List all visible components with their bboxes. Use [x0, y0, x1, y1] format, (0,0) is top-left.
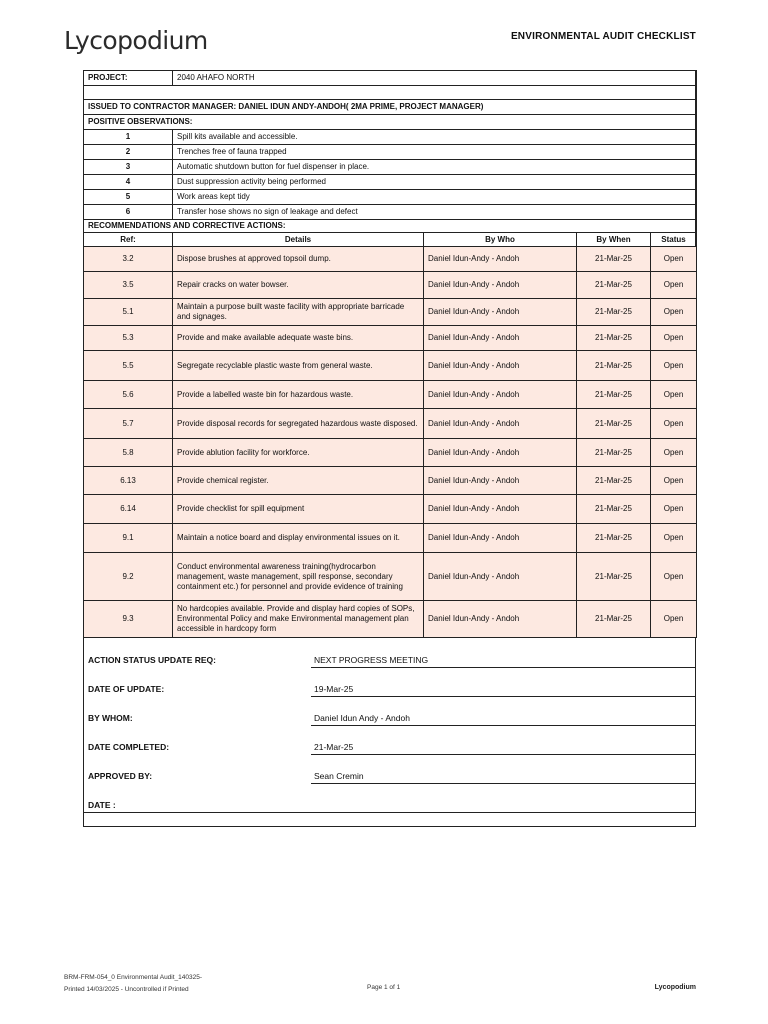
action-status: Open	[651, 381, 697, 409]
action-by-who: Daniel Idun-Andy - Andoh	[424, 381, 577, 409]
action-ref: 3.2	[84, 247, 173, 272]
status-update-row	[83, 669, 696, 698]
action-details: Provide ablution facility for workforce.	[173, 439, 424, 467]
action-ref: 6.13	[84, 467, 173, 495]
status-update-underline	[311, 667, 696, 668]
action-by-when: 21-Mar-25	[577, 299, 651, 326]
status-update-value: Sean Cremin	[314, 771, 364, 781]
action-row	[84, 409, 697, 439]
positive-observation-row	[84, 145, 697, 160]
actions-header-row	[84, 233, 697, 247]
action-by-who: Daniel Idun-Andy - Andoh	[424, 326, 577, 351]
observation-number: 2	[84, 145, 173, 160]
footer-printed: Printed 14/03/2025 - Uncontrolled if Printed	[64, 986, 189, 993]
action-details: Conduct environmental awareness training(hydrocarbon management, waste management, spill response, secondary containment etc.) for personnel and provide evidence of training	[173, 553, 424, 601]
footer-page-number: Page 1 of 1	[367, 984, 401, 991]
action-status: Open	[651, 247, 697, 272]
action-status: Open	[651, 524, 697, 553]
action-status: Open	[651, 439, 697, 467]
action-details: Dispose brushes at approved topsoil dump.	[173, 247, 424, 272]
action-status: Open	[651, 601, 697, 638]
action-by-who: Daniel Idun-Andy - Andoh	[424, 467, 577, 495]
status-update-underline	[311, 783, 696, 784]
action-by-when: 21-Mar-25	[577, 439, 651, 467]
column-header-details: Details	[173, 233, 424, 247]
project-label: PROJECT:	[84, 71, 173, 86]
status-update-row	[83, 756, 696, 785]
action-by-who: Daniel Idun-Andy - Andoh	[424, 553, 577, 601]
action-by-who: Daniel Idun-Andy - Andoh	[424, 299, 577, 326]
action-status: Open	[651, 326, 697, 351]
action-by-when: 21-Mar-25	[577, 495, 651, 524]
action-ref: 9.1	[84, 524, 173, 553]
action-by-when: 21-Mar-25	[577, 553, 651, 601]
status-update-label: BY WHOM:	[88, 713, 133, 723]
status-update-row	[83, 727, 696, 756]
status-update-label: DATE OF UPDATE:	[88, 684, 165, 694]
action-status: Open	[651, 299, 697, 326]
recommendations-heading-row	[84, 220, 697, 233]
observation-text: Automatic shutdown button for fuel dispenser in place.	[173, 160, 697, 175]
action-ref: 9.2	[84, 553, 173, 601]
action-details: Provide checklist for spill equipment	[173, 495, 424, 524]
observation-text: Dust suppression activity being performed	[173, 175, 697, 190]
action-by-when: 21-Mar-25	[577, 409, 651, 439]
action-ref: 5.8	[84, 439, 173, 467]
action-by-who: Daniel Idun-Andy - Andoh	[424, 495, 577, 524]
status-update-row	[83, 785, 696, 814]
action-ref: 5.1	[84, 299, 173, 326]
column-header-ref: Ref:	[84, 233, 173, 247]
status-update-label: APPROVED BY:	[88, 771, 153, 781]
action-by-who: Daniel Idun-Andy - Andoh	[424, 409, 577, 439]
positive-observations-heading: POSITIVE OBSERVATIONS:	[84, 115, 697, 130]
action-by-who: Daniel Idun-Andy - Andoh	[424, 351, 577, 381]
action-by-who: Daniel Idun-Andy - Andoh	[424, 601, 577, 638]
action-row	[84, 524, 697, 553]
action-details: Provide chemical register.	[173, 467, 424, 495]
document-title: ENVIRONMENTAL AUDIT CHECKLIST	[510, 31, 696, 42]
action-by-when: 21-Mar-25	[577, 326, 651, 351]
issued-to: ISSUED TO CONTRACTOR MANAGER: DANIEL IDUN ANDY-ANDOH( 2MA PRIME, PROJECT MANAGER)	[84, 100, 697, 115]
positive-observation-row	[84, 175, 697, 190]
action-by-who: Daniel Idun-Andy - Andoh	[424, 247, 577, 272]
status-update-value: 21-Mar-25	[314, 742, 354, 752]
action-row	[84, 326, 697, 351]
action-by-when: 21-Mar-25	[577, 381, 651, 409]
observation-text: Trenches free of fauna trapped	[173, 145, 697, 160]
action-by-when: 21-Mar-25	[577, 272, 651, 299]
action-status: Open	[651, 495, 697, 524]
positive-observation-row	[84, 160, 697, 175]
action-status: Open	[651, 553, 697, 601]
action-row	[84, 467, 697, 495]
positive-observation-row	[84, 190, 697, 205]
spacer-row	[84, 86, 697, 100]
action-details: Maintain a notice board and display environmental issues on it.	[173, 524, 424, 553]
observation-number: 3	[84, 160, 173, 175]
status-update-underline	[311, 725, 696, 726]
observation-text: Transfer hose shows no sign of leakage and defect	[173, 205, 697, 220]
column-header-by-when: By When	[577, 233, 651, 247]
column-header-status: Status	[651, 233, 697, 247]
project-value: 2040 AHAFO NORTH	[173, 71, 697, 86]
action-status: Open	[651, 272, 697, 299]
bottom-divider	[83, 812, 696, 813]
action-status: Open	[651, 351, 697, 381]
status-update-underline	[311, 754, 696, 755]
action-ref: 3.5	[84, 272, 173, 299]
status-update-value: Daniel Idun Andy - Andoh	[314, 713, 410, 723]
action-by-who: Daniel Idun-Andy - Andoh	[424, 439, 577, 467]
observation-text: Spill kits available and accessible.	[173, 130, 697, 145]
recommendations-heading: RECOMMENDATIONS AND CORRECTIVE ACTIONS:	[84, 220, 697, 233]
status-update-label: ACTION STATUS UPDATE REQ:	[88, 655, 216, 665]
action-status: Open	[651, 467, 697, 495]
observation-number: 6	[84, 205, 173, 220]
action-row	[84, 601, 697, 638]
action-details: Provide disposal records for segregated hazardous waste disposed.	[173, 409, 424, 439]
action-ref: 5.5	[84, 351, 173, 381]
observation-number: 5	[84, 190, 173, 205]
column-header-by-who: By Who	[424, 233, 577, 247]
action-row	[84, 553, 697, 601]
action-ref: 5.6	[84, 381, 173, 409]
status-update-underline	[311, 696, 696, 697]
observation-text: Work areas kept tidy	[173, 190, 697, 205]
status-update-label: DATE :	[88, 800, 116, 810]
action-row	[84, 351, 697, 381]
action-by-when: 21-Mar-25	[577, 524, 651, 553]
footer-logo: Lycopodium	[654, 984, 696, 991]
action-by-when: 21-Mar-25	[577, 351, 651, 381]
status-update-section	[83, 640, 696, 814]
action-by-when: 21-Mar-25	[577, 601, 651, 638]
audit-table	[83, 70, 697, 638]
status-update-value: NEXT PROGRESS MEETING	[314, 655, 429, 665]
action-row	[84, 381, 697, 409]
status-update-row	[83, 698, 696, 727]
action-row	[84, 439, 697, 467]
action-details: Segregate recyclable plastic waste from general waste.	[173, 351, 424, 381]
action-details: No hardcopies available. Provide and display hard copies of SOPs, Environmental Policy and make Environmental management plan accessible in hardcopy form	[173, 601, 424, 638]
action-ref: 6.14	[84, 495, 173, 524]
action-by-when: 21-Mar-25	[577, 247, 651, 272]
action-row	[84, 247, 697, 272]
action-by-who: Daniel Idun-Andy - Andoh	[424, 524, 577, 553]
action-details: Repair cracks on water bowser.	[173, 272, 424, 299]
action-ref: 5.7	[84, 409, 173, 439]
action-details: Provide a labelled waste bin for hazardous waste.	[173, 381, 424, 409]
footer-doc-ref: BRM-FRM-054_0 Environmental Audit_140325-	[64, 974, 203, 981]
action-ref: 9.3	[84, 601, 173, 638]
action-row	[84, 299, 697, 326]
action-details: Provide and make available adequate waste bins.	[173, 326, 424, 351]
positive-observation-row	[84, 130, 697, 145]
action-by-who: Daniel Idun-Andy - Andoh	[424, 272, 577, 299]
status-update-value: 19-Mar-25	[314, 684, 354, 694]
positive-observation-row	[84, 205, 697, 220]
footer-doc-info	[64, 972, 202, 996]
observation-number: 1	[84, 130, 173, 145]
status-update-row	[83, 640, 696, 669]
action-by-when: 21-Mar-25	[577, 467, 651, 495]
observation-number: 4	[84, 175, 173, 190]
action-details: Maintain a purpose built waste facility with appropriate barricade and signages.	[173, 299, 424, 326]
status-update-label: DATE COMPLETED:	[88, 742, 170, 752]
action-row	[84, 272, 697, 299]
action-ref: 5.3	[84, 326, 173, 351]
action-row	[84, 495, 697, 524]
company-logo: Lycopodium	[64, 26, 208, 55]
action-status: Open	[651, 409, 697, 439]
